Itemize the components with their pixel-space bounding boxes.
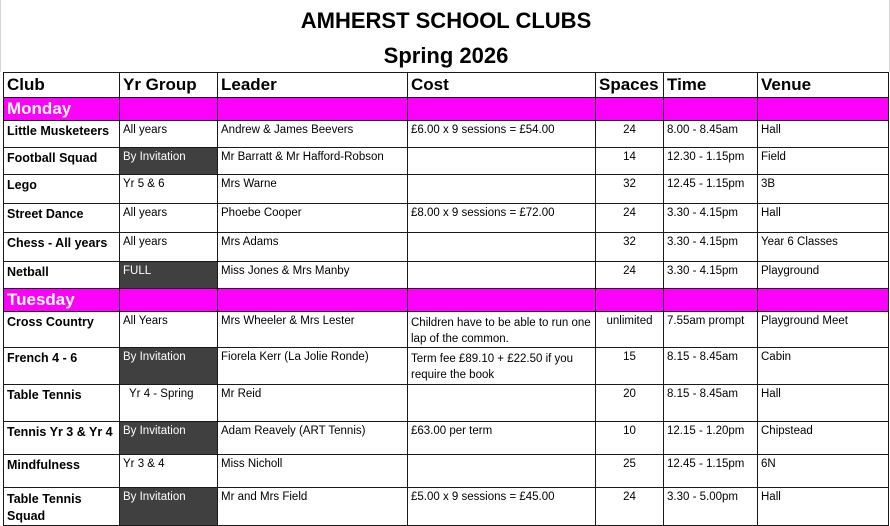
venue-cell: Playground xyxy=(758,262,889,289)
day-band-cell xyxy=(596,98,664,121)
venue-cell: Chipstead xyxy=(758,422,889,455)
table-row xyxy=(4,385,889,422)
day-row-monday xyxy=(4,98,889,121)
yr-group-cell: By Invitation xyxy=(120,422,218,455)
leader-cell: Mr Reid xyxy=(218,385,408,422)
yr-group-cell: All years xyxy=(120,121,218,148)
clubs-table xyxy=(3,72,889,526)
table-row xyxy=(4,233,889,262)
header-leader: Leader xyxy=(218,73,408,98)
yr-group-cell: All Years xyxy=(120,312,218,348)
venue-cell: Year 6 Classes xyxy=(758,233,889,262)
table-row xyxy=(4,348,889,385)
day-band-cell xyxy=(218,98,408,121)
spaces-cell: 25 xyxy=(596,455,664,488)
venue-cell: Hall xyxy=(758,204,889,233)
leader-cell: Mr Barratt & Mr Hafford-Robson xyxy=(218,148,408,175)
club-cell: Table Tennis Squad xyxy=(4,488,120,526)
header-spaces: Spaces xyxy=(596,73,664,98)
header-time: Time xyxy=(664,73,758,98)
spaces-cell: 15 xyxy=(596,348,664,385)
time-cell: 3.30 - 4.15pm xyxy=(664,204,758,233)
time-cell: 12.30 - 1.15pm xyxy=(664,148,758,175)
club-cell: Cross Country xyxy=(4,312,120,348)
cost-cell xyxy=(408,262,596,289)
club-cell: Chess - All years xyxy=(4,233,120,262)
time-cell: 3.30 - 4.15pm xyxy=(664,233,758,262)
spaces-cell: 24 xyxy=(596,262,664,289)
day-band-cell xyxy=(218,289,408,312)
spaces-cell: unlimited xyxy=(596,312,664,348)
leader-cell: Miss Nicholl xyxy=(218,455,408,488)
spaces-cell: 10 xyxy=(596,422,664,455)
spaces-cell: 14 xyxy=(596,148,664,175)
time-cell: 12.45 - 1.15pm xyxy=(664,175,758,204)
yr-group-cell: By Invitation xyxy=(120,348,218,385)
page-title: AMHERST SCHOOL CLUBS xyxy=(300,8,592,33)
leader-cell: Andrew & James Beevers xyxy=(218,121,408,148)
time-cell: 8.15 - 8.45am xyxy=(664,348,758,385)
cost-cell xyxy=(408,148,596,175)
header-club: Club xyxy=(4,73,120,98)
day-band-cell xyxy=(408,289,596,312)
table-row xyxy=(4,422,889,455)
header-row xyxy=(4,73,889,98)
table-row xyxy=(4,455,889,488)
day-band-cell xyxy=(120,98,218,121)
page-subtitle: Spring 2026 xyxy=(383,43,509,68)
club-cell: Netball xyxy=(4,262,120,289)
yr-group-cell: All years xyxy=(120,204,218,233)
club-cell: Football Squad xyxy=(4,148,120,175)
spaces-cell: 24 xyxy=(596,204,664,233)
header-venue: Venue xyxy=(758,73,889,98)
day-row-tuesday xyxy=(4,289,889,312)
cost-cell: £6.00 x 9 sessions = £54.00 xyxy=(408,121,596,148)
yr-group-cell: By Invitation xyxy=(120,488,218,526)
time-cell: 3.30 - 5.00pm xyxy=(664,488,758,526)
cost-cell xyxy=(408,233,596,262)
leader-cell: Miss Jones & Mrs Manby xyxy=(218,262,408,289)
day-band-cell xyxy=(408,98,596,121)
club-cell: Table Tennis xyxy=(4,385,120,422)
day-band-cell xyxy=(596,289,664,312)
time-cell: 8.00 - 8.45am xyxy=(664,121,758,148)
spaces-cell: 24 xyxy=(596,488,664,526)
table-row xyxy=(4,204,889,233)
venue-cell: 6N xyxy=(758,455,889,488)
club-cell: Street Dance xyxy=(4,204,120,233)
venue-cell: Playground Meet xyxy=(758,312,889,348)
yr-group-cell: Yr 4 - Spring xyxy=(120,385,218,422)
day-band-cell xyxy=(664,289,758,312)
spaces-cell: 24 xyxy=(596,121,664,148)
time-cell: 12.15 - 1.20pm xyxy=(664,422,758,455)
venue-cell: 3B xyxy=(758,175,889,204)
leader-cell: Adam Reavely (ART Tennis) xyxy=(218,422,408,455)
leader-cell: Phoebe Cooper xyxy=(218,204,408,233)
yr-group-cell: FULL xyxy=(120,262,218,289)
yr-group-cell: Yr 3 & 4 xyxy=(120,455,218,488)
venue-cell: Hall xyxy=(758,488,889,526)
venue-cell: Field xyxy=(758,148,889,175)
table-row xyxy=(4,488,889,526)
title-area xyxy=(0,0,890,72)
table-row xyxy=(4,312,889,348)
yr-group-cell: All years xyxy=(120,233,218,262)
cost-cell: £8.00 x 9 sessions = £72.00 xyxy=(408,204,596,233)
cost-cell: £63.00 per term xyxy=(408,422,596,455)
cost-cell xyxy=(408,175,596,204)
yr-group-cell: Yr 5 & 6 xyxy=(120,175,218,204)
time-cell: 8.15 - 8.45am xyxy=(664,385,758,422)
club-cell: Lego xyxy=(4,175,120,204)
club-cell: Tennis Yr 3 & Yr 4 xyxy=(4,422,120,455)
day-band-cell xyxy=(664,98,758,121)
time-cell: 3.30 - 4.15pm xyxy=(664,262,758,289)
day-band-cell xyxy=(758,98,889,121)
venue-cell: Hall xyxy=(758,385,889,422)
leader-cell: Mr and Mrs Field xyxy=(218,488,408,526)
leader-cell: Mrs Wheeler & Mrs Lester xyxy=(218,312,408,348)
cost-cell xyxy=(408,385,596,422)
spaces-cell: 20 xyxy=(596,385,664,422)
cost-cell: Term fee £89.10 + £22.50 if you require the book xyxy=(408,348,596,385)
club-cell: Mindfulness xyxy=(4,455,120,488)
leader-cell: Mrs Warne xyxy=(218,175,408,204)
cost-cell: £5.00 x 9 sessions = £45.00 xyxy=(408,488,596,526)
day-label: Tuesday xyxy=(4,289,120,312)
leader-cell: Mrs Adams xyxy=(218,233,408,262)
cost-cell xyxy=(408,455,596,488)
header-yr-group: Yr Group xyxy=(120,73,218,98)
club-cell: Little Musketeers xyxy=(4,121,120,148)
club-cell: French 4 - 6 xyxy=(4,348,120,385)
time-cell: 7.55am prompt xyxy=(664,312,758,348)
spaces-cell: 32 xyxy=(596,233,664,262)
day-label: Monday xyxy=(4,98,120,121)
day-band-cell xyxy=(758,289,889,312)
cost-cell: Children have to be able to run one lap of the common. xyxy=(408,312,596,348)
time-cell: 12.45 - 1.15pm xyxy=(664,455,758,488)
table-row xyxy=(4,175,889,204)
venue-cell: Cabin xyxy=(758,348,889,385)
venue-cell: Hall xyxy=(758,121,889,148)
day-band-cell xyxy=(120,289,218,312)
header-cost: Cost xyxy=(408,73,596,98)
leader-cell: Fiorela Kerr (La Jolie Ronde) xyxy=(218,348,408,385)
table-row xyxy=(4,121,889,148)
table-row xyxy=(4,262,889,289)
table-row xyxy=(4,148,889,175)
yr-group-cell: By Invitation xyxy=(120,148,218,175)
spaces-cell: 32 xyxy=(596,175,664,204)
